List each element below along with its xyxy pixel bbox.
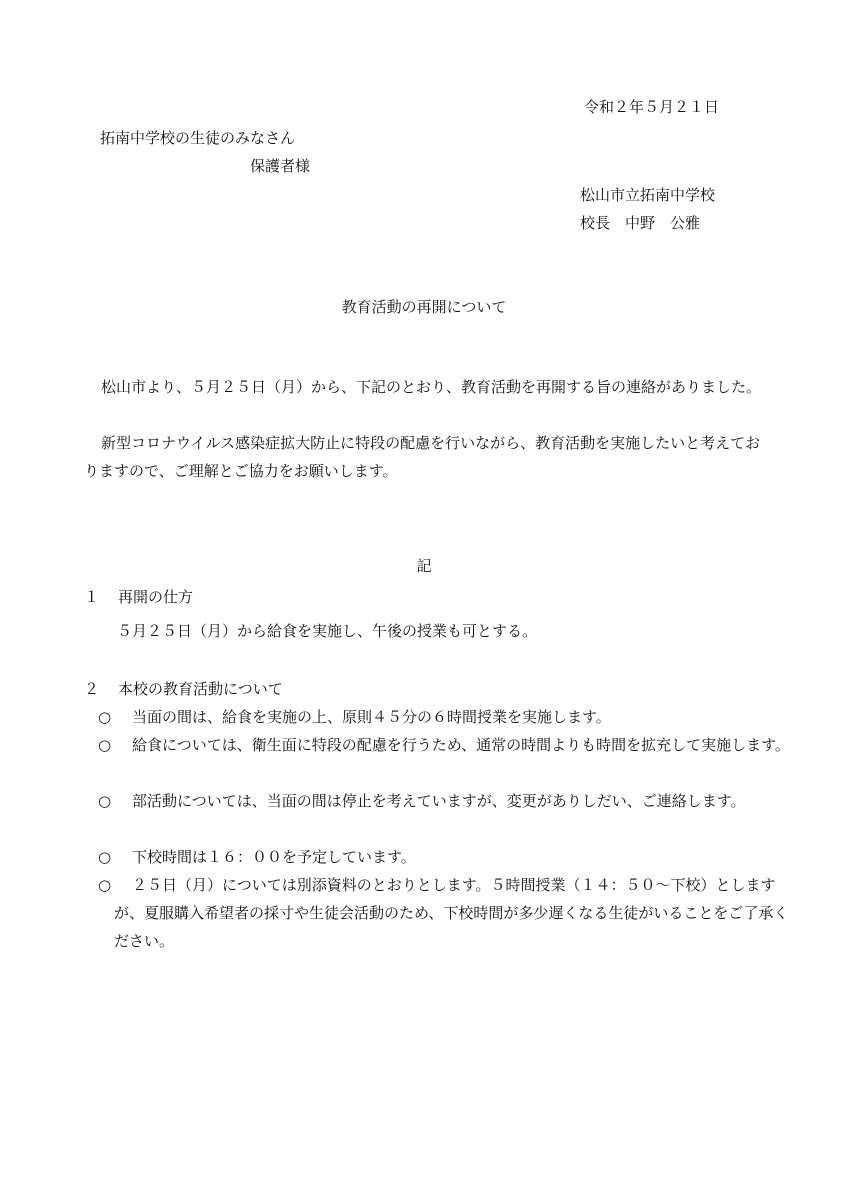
ki-heading: 記 <box>416 557 432 575</box>
list-item <box>98 787 790 815</box>
section-1-body: ５月２５日（月）から給食を実施し、午後の授業も可とする。 <box>117 622 538 640</box>
section-1-number: １ <box>84 588 100 606</box>
document-date: 令和２年５月２１日 <box>584 98 720 116</box>
list-item <box>98 843 790 871</box>
list-item-text: 給食については、衛生面に特段の配慮を行うため、通常の時間よりも時間を拡充して実施します。 <box>132 736 790 754</box>
list-item <box>98 731 790 759</box>
list-item <box>98 703 790 731</box>
section-1-heading <box>84 587 193 607</box>
body-paragraph-1: 松山市より、５月２５日（月）から、下記のとおり、教育活動を再開する旨の連絡がありました。 <box>101 378 762 396</box>
section-2-title: 本校の教育活動について <box>118 680 283 698</box>
section-2-heading <box>84 679 283 699</box>
list-item-text: 部活動については、当面の間は停止を考えていますが、変更がありしだい、ご連絡します。 <box>132 792 746 810</box>
list-item-text: 下校時間は１６：００を予定しています。 <box>132 848 416 866</box>
sender-principal: 校長 中野 公雅 <box>580 214 701 232</box>
document-title: 教育活動の再開について <box>341 298 507 316</box>
bullet-circle-icon: ○ <box>98 708 112 726</box>
bullet-circle-icon: ○ <box>98 848 112 866</box>
recipient-guardians: 保護者様 <box>250 157 311 175</box>
body-paragraph-2: 新型コロナウイルス感染症拡大防止に特段の配慮を行いながら、教育活動を実施したいと考えておりますので、ご理解とご協力をお願いします。 <box>84 434 761 480</box>
list-item-text: ２５日（月）については別添資料のとおりとします。５時間授業（１４：５０～下校）としますが、夏服購入希望者の採寸や生徒会活動のため、下校時間が多少遅くなる生徒がいることをご了承ください。 <box>114 876 789 950</box>
bullet-circle-icon: ○ <box>98 792 112 810</box>
sender-school: 松山市立拓南中学校 <box>580 186 716 204</box>
list-item <box>98 871 790 955</box>
list-item-text: 当面の間は、給食を実施の上、原則４５分の６時間授業を実施します。 <box>132 708 611 726</box>
section-2-number: ２ <box>84 680 100 698</box>
section-1-title: 再開の仕方 <box>118 588 194 606</box>
bullet-circle-icon: ○ <box>98 736 112 754</box>
bullet-circle-icon: ○ <box>98 876 112 894</box>
recipient-students: 拓南中学校の生徒のみなさん <box>100 129 296 147</box>
